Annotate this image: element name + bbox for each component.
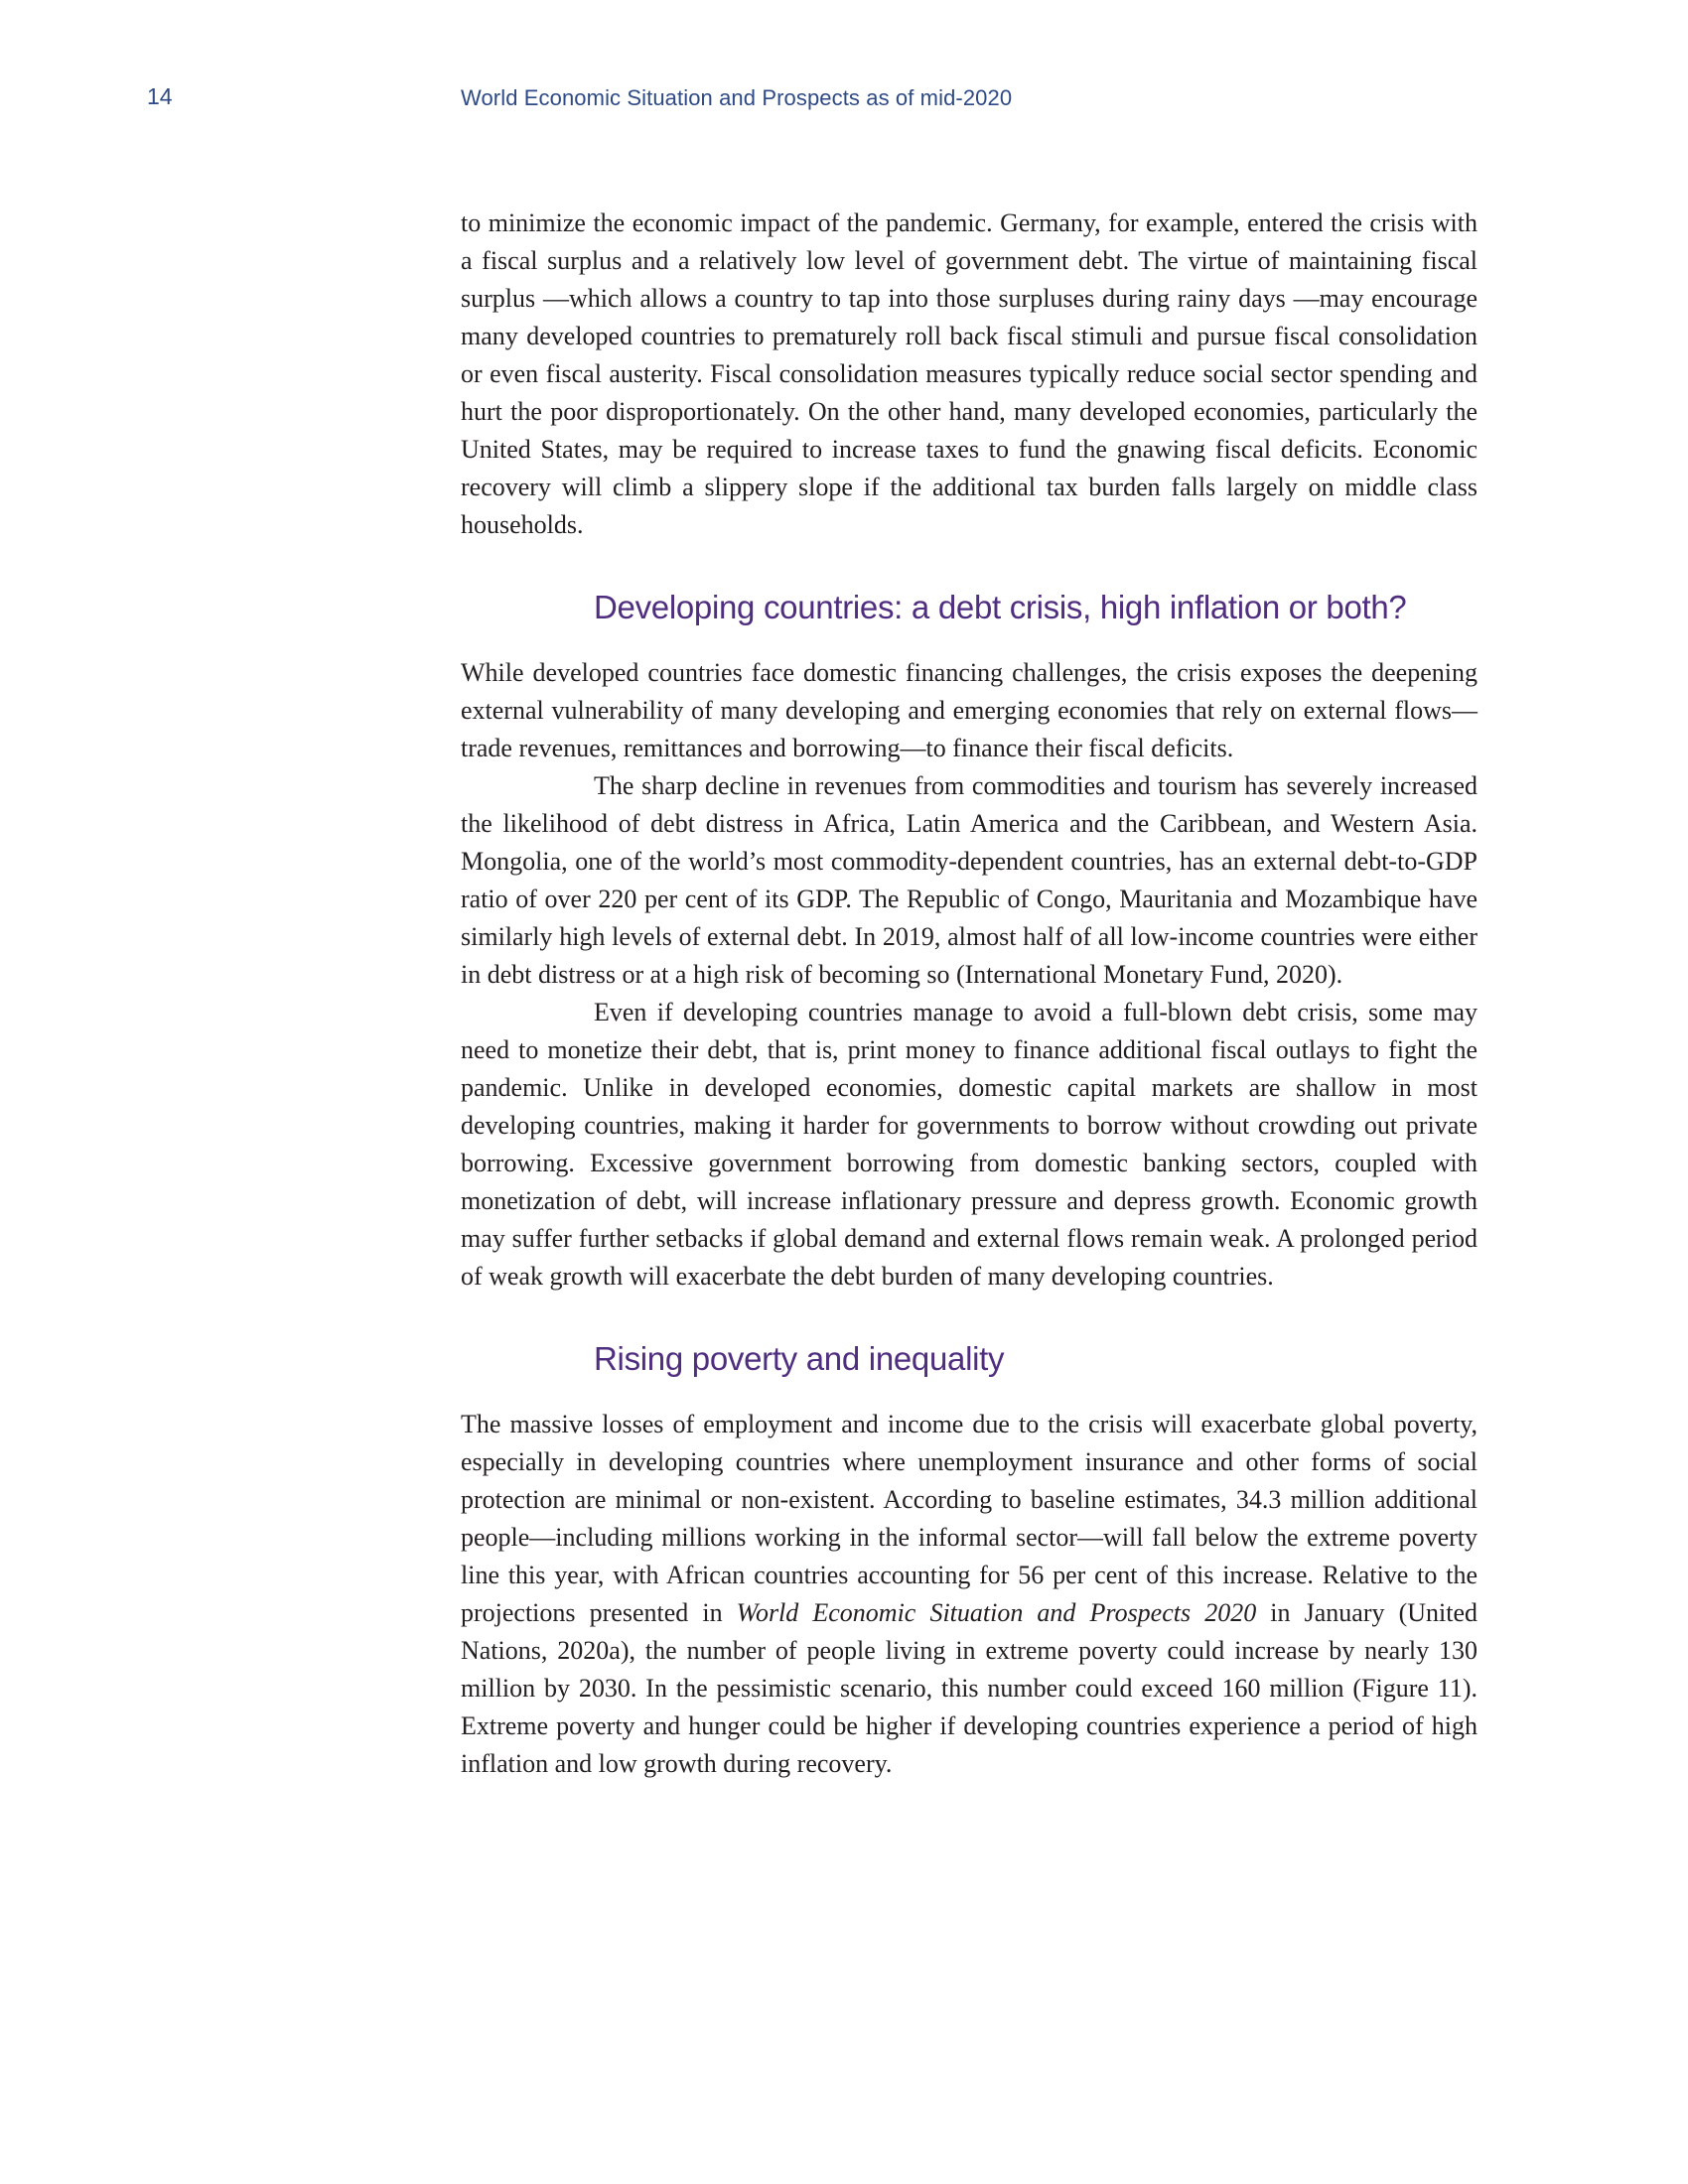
paragraph-poverty — [461, 1406, 1477, 1783]
page-number: 14 — [147, 83, 173, 109]
paragraph-poverty-part-1: The massive losses of employment and income due to the crisis will exacerbate global poverty, especially in developing countries where unemployment insurance and other forms of social protection are minimal or non-existent. According to baseline estimates, 34.3 million additional people—including millions working in the informal sector—will fall below the extreme poverty line this year, with African countries accounting for 56 per cent of this increase. Relative to the projections presented in — [461, 1410, 1477, 1627]
paragraph-intro: to minimize the economic impact of the pandemic. Germany, for example, entered the crisis with a fiscal surplus and a relatively low level of government debt. The virtue of maintaining fiscal surplus —which allows a country to tap into those surpluses during rainy days —may encourage many developed countries to prematurely roll back fiscal stimuli and pursue fiscal consolidation or even fiscal austerity. Fiscal consolidation measures typically reduce social sector spending and hurt the poor disproportionately. On the other hand, many developed economies, particularly the United States, may be required to increase taxes to fund the gnawing fiscal deficits. Economic recovery will climb a slippery slope if the additional tax burden falls largely on middle class households. — [461, 208, 1477, 539]
paragraph-debt-3: Even if developing countries manage to avoid a full-blown debt crisis, some may need to monetize their debt, that is, print money to finance additional fiscal outlays to fight the pandemic. Unlike in developed economies, domestic capital markets are shallow in most developing countries, making it harder for governments to borrow without crowding out private borrowing. Excessive government borrowing from domestic banking sectors, coupled with monetization of debt, will increase inflationary pressure and depress growth. Economic growth may suffer further setbacks if global demand and external flows remain weak. A prolonged period of weak growth will exacerbate the debt burden of many developing countries. — [461, 998, 1477, 1291]
paragraph-debt-2: The sharp decline in revenues from commodities and tourism has severely increased the likelihood of debt distress in Africa, Latin America and the Caribbean, and Western Asia. Mongolia, one of the world’s most commodity-dependent countries, has an external debt-to-GDP ratio of over 220 per cent of its GDP. The Republic of Congo, Mauritania and Mozambique have similarly high levels of external debt. In 2019, almost half of all low-income countries were either in debt distress or at a high risk of becoming so (International Monetary Fund, 2020). — [461, 771, 1477, 989]
running-head: World Economic Situation and Prospects as of mid-2020 — [461, 85, 1013, 110]
section-heading-poverty: Rising poverty and inequality — [594, 1340, 1005, 1377]
paragraph-poverty-part-2: in January (United Nations, 2020a), the number of people living in extreme poverty could increase by nearly 130 million by 2030. In the pessimistic scenario, this number could exceed 160 million (Figure 11). Extreme poverty and hunger could be higher if developing countries experience a period of high inflation and low growth during recovery. — [461, 1598, 1477, 1778]
section-heading-debt: Developing countries: a debt crisis, high inflation or both? — [594, 589, 1407, 625]
main-content — [461, 205, 1477, 1783]
paragraph-debt-1: While developed countries face domestic financing challenges, the crisis exposes the deepening external vulnerability of many developing and emerging economies that rely on external flows—trade revenues, remittances and borrowing—to finance their fiscal deficits. — [461, 658, 1477, 762]
publication-title-italic: World Economic Situation and Prospects 2020 — [736, 1598, 1257, 1627]
